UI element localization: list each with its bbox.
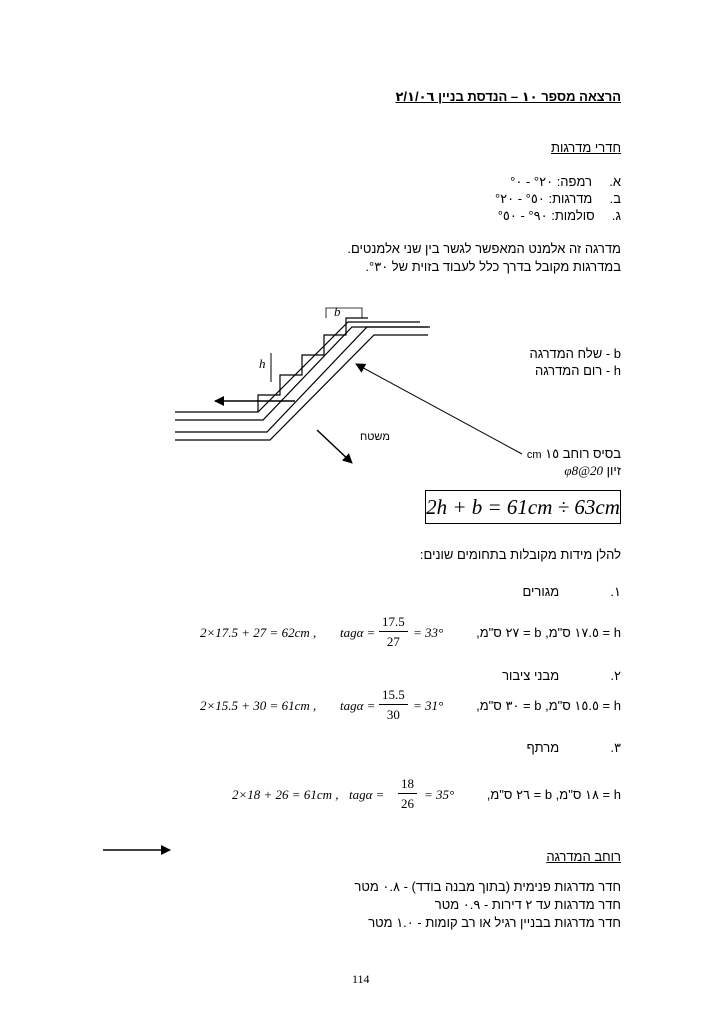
list-marker: ١. [610, 584, 621, 599]
dims-text: h = ١٥.٥ ס"מ, b = ٣٠ ס"מ, [476, 698, 621, 713]
base-width-text: בסיס רוחב ١٥ [545, 446, 621, 461]
section-heading-stair-width: רוחב המדרגה [546, 849, 621, 864]
base-width-label [527, 446, 621, 462]
tag-prefix: tagα = [349, 787, 385, 802]
fraction-numerator: 18 [398, 776, 417, 794]
dims-text: h = ١٧.٥ ס"מ, b = ٢٧ ס"מ, [476, 625, 621, 640]
label-h: h [259, 356, 266, 371]
section-intro: להלן מידות מקובלות בתחומים שונים: [419, 547, 621, 562]
list-item-title [522, 584, 621, 600]
page-header: הרצאה מספר ١٠ – הנדסת בניין ٢/١/٠٦ [395, 89, 621, 104]
list-marker: ٢. [610, 668, 621, 683]
calc-result: 2×18 + 26 = 61cm , [232, 787, 339, 802]
angle-result: = 35° [424, 787, 455, 802]
label-slab: משטח [360, 431, 390, 443]
fraction-denominator: 26 [401, 796, 414, 811]
category-title: מרתף [526, 740, 560, 755]
category-title: מבני ציבור [502, 668, 560, 683]
tag-prefix: tagα = [340, 698, 376, 713]
base-width-unit: cm [526, 449, 542, 461]
list-marker: ٣. [610, 740, 621, 755]
list-text: מדרגות: ٥٠° - ٢٠° [494, 191, 593, 206]
paragraph: מדרגה זה אלמנט המאפשר לגשר בין שני אלמנטים. [347, 241, 621, 256]
tangent-fraction [398, 776, 417, 812]
stair-formula: 2h + b = 61cm ÷ 63cm [426, 495, 620, 519]
slab-line [175, 335, 428, 440]
category-title: מגורים [522, 584, 560, 599]
list-marker: ג. [611, 208, 621, 223]
legend-b: b - שלח המדרגה [529, 346, 621, 361]
slab-arrow [317, 430, 352, 463]
legend-h: h - רום המדרגה [535, 363, 621, 378]
section-heading-stairwells: חדרי מדרגות [551, 140, 621, 155]
label-b: b [334, 304, 341, 319]
calc-result: 2×15.5 + 30 = 61cm , [200, 698, 317, 713]
list-text: רמפה: ٢٠° - ٠° [510, 174, 592, 189]
stair-steps [258, 318, 368, 412]
rebar-label [564, 463, 621, 479]
rebar-value: φ8@20 [564, 463, 604, 478]
tangent-fraction [379, 614, 408, 650]
list-text: סולמות: ٩٠° - ٥٠° [497, 208, 595, 223]
tangent-fraction [379, 687, 408, 723]
list-marker: ב. [609, 191, 621, 206]
list-item-title [527, 740, 621, 756]
page-number: 114 [352, 972, 370, 986]
angle-result: = 33° [413, 625, 444, 640]
width-line: חדר מדרגות עד ٢ דירות - ٠.٩ מטר [434, 897, 621, 912]
width-line: חדר מדרגות בבניין רגיל או רב קומות - ١.٠ מטר [368, 915, 621, 930]
paragraph: במדרגות מקובל בדרך כלל לעבוד בזוית של ٣٠°. [365, 259, 621, 274]
dims-text: h = ١٨ ס"מ, b = ٢٦ ס"מ, [486, 787, 621, 802]
list-marker: א. [609, 174, 621, 189]
calc-result: 2×17.5 + 27 = 62cm , [200, 625, 317, 640]
width-line: חדר מדרגות פנימית (בתוך מבנה בודד) - ٠.٨ מטר [354, 879, 621, 894]
fraction-denominator: 27 [386, 634, 400, 649]
angle-result: = 31° [413, 698, 444, 713]
rebar-text: זיון [606, 463, 621, 478]
list-item-title [502, 668, 621, 684]
fraction-numerator: 17.5 [379, 614, 408, 632]
fraction-denominator: 30 [386, 707, 400, 722]
b-dimension [326, 308, 362, 318]
stair-formula-box [425, 490, 621, 524]
fraction-numerator: 15.5 [379, 687, 408, 705]
tag-prefix: tagα = [340, 625, 376, 640]
